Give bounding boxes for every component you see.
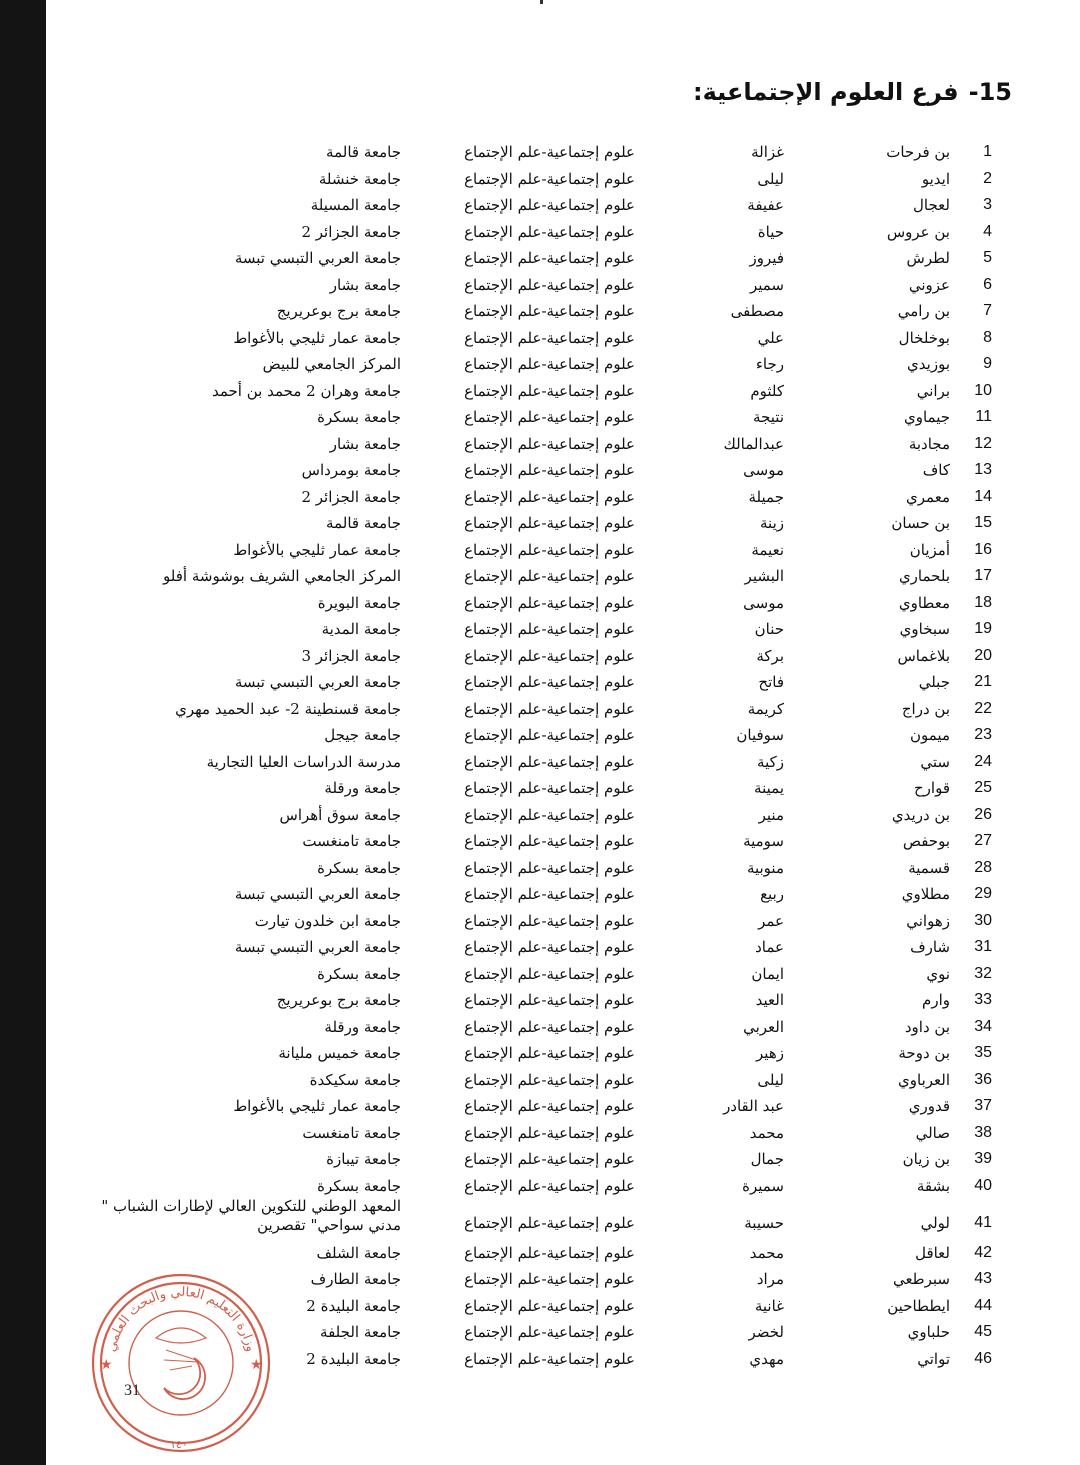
institution: جامعة تيبازة <box>326 1150 401 1168</box>
first-name: مصطفى <box>730 302 784 320</box>
first-name: العيد <box>755 991 784 1009</box>
institution: جامعة سوق أهراس <box>279 806 401 824</box>
first-name: زكية <box>757 753 784 771</box>
first-name: محمد <box>749 1244 784 1262</box>
institution: جامعة بسكرة <box>317 859 401 877</box>
first-name: غزالة <box>751 143 784 161</box>
table-row <box>0 722 1080 748</box>
institution: جامعة جيجل <box>324 726 401 744</box>
row-number: 46 <box>974 1350 992 1367</box>
table-row <box>0 404 1080 430</box>
row-number: 24 <box>974 753 992 770</box>
first-name: جمال <box>750 1150 784 1168</box>
institution: جامعة البليدة 2 <box>306 1350 401 1368</box>
table-row <box>0 298 1080 324</box>
svg-text:★: ★ <box>250 1357 263 1373</box>
table-row <box>0 457 1080 483</box>
specialty: علوم إجتماعية-علم الإجتماع <box>464 1150 635 1168</box>
table-row <box>0 934 1080 960</box>
institution: جامعة البويرة <box>317 594 401 612</box>
row-number: 7 <box>983 302 992 319</box>
row-number: 30 <box>974 912 992 929</box>
specialty: علوم إجتماعية-علم الإجتماع <box>464 1244 635 1262</box>
row-number: 42 <box>974 1244 992 1261</box>
specialty: علوم إجتماعية-علم الإجتماع <box>464 276 635 294</box>
institution: جامعة ورقلة <box>324 779 401 797</box>
specialty: علوم إجتماعية-علم الإجتماع <box>464 1124 635 1142</box>
institution: جامعة المسيلة <box>310 196 401 214</box>
first-name: نعيمة <box>751 541 784 559</box>
institution: جامعة الجزائر 3 <box>301 647 401 665</box>
last-name: مجادبة <box>908 435 950 453</box>
specialty: علوم إجتماعية-علم الإجتماع <box>464 859 635 877</box>
specialty: علوم إجتماعية-علم الإجتماع <box>464 779 635 797</box>
table-row <box>0 590 1080 616</box>
specialty: علوم إجتماعية-علم الإجتماع <box>464 832 635 850</box>
row-number: 2 <box>983 170 992 187</box>
last-name: بن عروس <box>886 223 950 241</box>
first-name: علي <box>757 329 784 347</box>
first-name: فيروز <box>749 249 784 267</box>
row-number: 5 <box>983 249 992 266</box>
last-name: كاف <box>922 461 950 479</box>
last-name: أمزيان <box>909 541 950 559</box>
first-name: ليلى <box>757 170 784 188</box>
row-number: 34 <box>974 1018 992 1035</box>
svg-text:١٤٠: ١٤٠ <box>170 1438 188 1451</box>
row-number: 6 <box>983 276 992 293</box>
first-name: عبد القادر <box>723 1097 784 1115</box>
specialty: علوم إجتماعية-علم الإجتماع <box>464 1323 635 1341</box>
institution: جامعة تامنغست <box>302 1124 401 1142</box>
first-name: ايمان <box>751 965 784 983</box>
last-name: سبخاوي <box>899 620 950 638</box>
row-number: 33 <box>974 991 992 1008</box>
institution: جامعة برج بوعريريج <box>276 991 401 1009</box>
row-number: 43 <box>974 1270 992 1287</box>
institution: جامعة خميس مليانة <box>278 1044 401 1062</box>
row-number: 9 <box>983 355 992 372</box>
specialty: علوم إجتماعية-علم الإجتماع <box>464 355 635 373</box>
last-name: حلباوي <box>907 1323 950 1341</box>
seal-text: وزارة التعليم العالي والبحث العلمي <box>103 1284 258 1354</box>
last-name: بوزيدي <box>907 355 950 373</box>
last-name: ايديو <box>921 170 950 188</box>
specialty: علوم إجتماعية-علم الإجتماع <box>464 435 635 453</box>
row-number: 1 <box>983 143 992 160</box>
institution: جامعة العربي التبسي تبسة <box>234 938 401 956</box>
last-name: بن دريدي <box>891 806 950 824</box>
specialty: علوم إجتماعية-علم الإجتماع <box>464 1097 635 1115</box>
specialty: علوم إجتماعية-علم الإجتماع <box>464 726 635 744</box>
row-number: 26 <box>974 806 992 823</box>
row-number: 8 <box>983 329 992 346</box>
specialty: علوم إجتماعية-علم الإجتماع <box>464 249 635 267</box>
row-number: 41 <box>974 1214 992 1231</box>
specialty: علوم إجتماعية-علم الإجتماع <box>464 302 635 320</box>
first-name: لخضر <box>748 1323 784 1341</box>
first-name: سومية <box>743 832 784 850</box>
institution: جامعة خنشلة <box>318 170 401 188</box>
last-name: مطلاوي <box>901 885 950 903</box>
institution: جامعة بسكرة <box>317 1177 401 1195</box>
first-name: زينة <box>760 514 784 532</box>
row-number: 3 <box>983 196 992 213</box>
row-number: 29 <box>974 885 992 902</box>
table-row <box>0 1240 1080 1266</box>
last-name: جيماوي <box>903 408 950 426</box>
table-row <box>0 828 1080 854</box>
row-number: 16 <box>974 541 992 558</box>
last-name: بشقة <box>916 1177 950 1195</box>
row-number: 25 <box>974 779 992 796</box>
table-row <box>0 192 1080 218</box>
row-number: 39 <box>974 1150 992 1167</box>
last-name: جبلي <box>918 673 950 691</box>
row-number: 45 <box>974 1323 992 1340</box>
institution: جامعة العربي التبسي تبسة <box>234 673 401 691</box>
specialty: علوم إجتماعية-علم الإجتماع <box>464 382 635 400</box>
specialty: علوم إجتماعية-علم الإجتماع <box>464 329 635 347</box>
institution: جامعة بشار <box>329 435 401 453</box>
institution: جامعة وهران 2 محمد بن أحمد <box>211 382 401 400</box>
first-name: غانية <box>754 1297 784 1315</box>
institution: جامعة عمار ثليجي بالأغواط <box>233 1097 401 1115</box>
row-number: 14 <box>974 488 992 505</box>
specialty: علوم إجتماعية-علم الإجتماع <box>464 938 635 956</box>
institution: المركز الجامعي للبيض <box>262 355 401 373</box>
row-number: 10 <box>974 382 992 399</box>
last-name: براني <box>916 382 950 400</box>
first-name: عبدالمالك <box>723 435 784 453</box>
first-name: زهير <box>756 1044 784 1062</box>
last-name: عزوني <box>908 276 950 294</box>
first-name: ليلى <box>757 1071 784 1089</box>
last-name: نوي <box>926 965 950 983</box>
specialty: علوم إجتماعية-علم الإجتماع <box>464 461 635 479</box>
table-row <box>0 272 1080 298</box>
last-name: بن دوحة <box>898 1044 950 1062</box>
institution: جامعة قسنطينة 2- عبد الحميد مهري <box>175 700 401 718</box>
institution: جامعة ابن خلدون تيارت <box>254 912 401 930</box>
row-number: 18 <box>974 594 992 611</box>
ministry-seal-stamp <box>86 1268 276 1458</box>
table-row <box>0 616 1080 642</box>
institution: جامعة الشلف <box>316 1244 401 1262</box>
last-name: لعجال <box>913 196 950 214</box>
last-name: ايططاحين <box>887 1297 950 1315</box>
table-row <box>0 1067 1080 1093</box>
first-name: سميرة <box>742 1177 784 1195</box>
last-name: بوخلخال <box>898 329 950 347</box>
row-number: 20 <box>974 647 992 664</box>
institution: جامعة الجلفة <box>320 1323 401 1341</box>
institution: جامعة بشار <box>329 276 401 294</box>
page-number: 31 <box>124 1382 140 1399</box>
first-name: عفيفة <box>747 196 784 214</box>
last-name: ستي <box>920 753 950 771</box>
table-row <box>0 961 1080 987</box>
first-name: منير <box>758 806 784 824</box>
row-number: 28 <box>974 859 992 876</box>
last-name: بلحماري <box>898 567 950 585</box>
row-number: 38 <box>974 1124 992 1141</box>
first-name: موسى <box>743 461 784 479</box>
first-name: حنان <box>754 620 784 638</box>
first-name: مهدي <box>749 1350 784 1368</box>
first-name: فاتح <box>758 673 784 691</box>
institution: جامعة بسكرة <box>317 408 401 426</box>
institution: جامعة تامنغست <box>302 832 401 850</box>
table-row <box>0 1093 1080 1119</box>
institution: جامعة عمار ثليجي بالأغواط <box>233 541 401 559</box>
first-name: محمد <box>749 1124 784 1142</box>
first-name: عمر <box>758 912 784 930</box>
table-row <box>0 484 1080 510</box>
first-name: منوبية <box>746 859 784 877</box>
specialty: علوم إجتماعية-علم الإجتماع <box>464 620 635 638</box>
table-row <box>0 881 1080 907</box>
last-name: قدوري <box>908 1097 950 1115</box>
last-name: بن فرحات <box>886 143 950 161</box>
first-name: موسى <box>743 594 784 612</box>
last-name: بن رامي <box>897 302 950 320</box>
first-name: سوفيان <box>736 726 784 744</box>
institution: جامعة البليدة 2 <box>306 1297 401 1315</box>
specialty: علوم إجتماعية-علم الإجتماع <box>464 408 635 426</box>
table-row <box>0 749 1080 775</box>
table-row <box>0 802 1080 828</box>
specialty: علوم إجتماعية-علم الإجتماع <box>464 223 635 241</box>
first-name: يمينة <box>754 779 784 797</box>
last-name: معطاوي <box>898 594 950 612</box>
specialty: علوم إجتماعية-علم الإجتماع <box>464 1350 635 1368</box>
table-row <box>0 775 1080 801</box>
last-name: قوارح <box>913 779 950 797</box>
svg-text:★: ★ <box>100 1357 113 1373</box>
first-name: مراد <box>756 1270 784 1288</box>
institution: جامعة بسكرة <box>317 965 401 983</box>
table-row <box>0 669 1080 695</box>
table-row <box>0 510 1080 536</box>
specialty: علوم إجتماعية-علم الإجتماع <box>464 143 635 161</box>
specialty: علوم إجتماعية-علم الإجتماع <box>464 1297 635 1315</box>
institution: جامعة برج بوعريريج <box>276 302 401 320</box>
specialty: علوم إجتماعية-علم الإجتماع <box>464 991 635 1009</box>
last-name: بن داود <box>904 1018 950 1036</box>
row-number: 4 <box>983 223 992 240</box>
last-name: العرباوي <box>898 1071 950 1089</box>
specialty: علوم إجتماعية-علم الإجتماع <box>464 1044 635 1062</box>
table-row <box>0 1146 1080 1172</box>
last-name: بلاغماس <box>897 647 950 665</box>
institution: جامعة الطارف <box>310 1270 401 1288</box>
last-name: شارف <box>910 938 950 956</box>
last-name: بوحفص <box>902 832 950 850</box>
table-row <box>0 219 1080 245</box>
institution: المعهد الوطني للتكوين العالي لإطارات الشباب " مدني سواحي" تقصرين <box>101 1197 401 1234</box>
table-row <box>0 1014 1080 1040</box>
row-number: 27 <box>974 832 992 849</box>
last-name: ميمون <box>910 726 950 744</box>
row-number: 23 <box>974 726 992 743</box>
last-name: قسمية <box>908 859 950 877</box>
table-row <box>0 325 1080 351</box>
specialty: علوم إجتماعية-علم الإجتماع <box>464 673 635 691</box>
section-title: فرع العلوم الإجتماعية: <box>693 78 959 106</box>
specialty: علوم إجتماعية-علم الإجتماع <box>464 753 635 771</box>
first-name: نتيجة <box>753 408 784 426</box>
specialty: علوم إجتماعية-علم الإجتماع <box>464 170 635 188</box>
first-name: حياة <box>757 223 784 241</box>
table-row <box>0 139 1080 165</box>
institution: جامعة قالمة <box>326 514 401 532</box>
first-name: عماد <box>755 938 784 956</box>
row-number: 21 <box>974 673 992 690</box>
specialty: علوم إجتماعية-علم الإجتماع <box>464 806 635 824</box>
specialty: علوم إجتماعية-علم الإجتماع <box>464 965 635 983</box>
last-name: لعاقل <box>915 1244 950 1262</box>
specialty: علوم إجتماعية-علم الإجتماع <box>464 1214 635 1232</box>
specialty: علوم إجتماعية-علم الإجتماع <box>464 488 635 506</box>
institution: جامعة بومرداس <box>301 461 401 479</box>
institution: المركز الجامعي الشريف بوشوشة أفلو <box>163 567 401 585</box>
last-name: لولي <box>920 1214 950 1232</box>
first-name: بركة <box>756 647 784 665</box>
last-name: تواتي <box>917 1350 950 1368</box>
institution: جامعة الجزائر 2 <box>301 488 401 506</box>
first-name: كريمة <box>747 700 784 718</box>
specialty: علوم إجتماعية-علم الإجتماع <box>464 647 635 665</box>
specialty: علوم إجتماعية-علم الإجتماع <box>464 196 635 214</box>
specialty: علوم إجتماعية-علم الإجتماع <box>464 1071 635 1089</box>
last-name: بن دراج <box>901 700 950 718</box>
table-row <box>0 987 1080 1013</box>
specialty: علوم إجتماعية-علم الإجتماع <box>464 514 635 532</box>
row-number: 13 <box>974 461 992 478</box>
specialty: علوم إجتماعية-علم الإجتماع <box>464 885 635 903</box>
institution: جامعة العربي التبسي تبسة <box>234 885 401 903</box>
row-number: 11 <box>975 408 992 425</box>
first-name: العربي <box>743 1018 784 1036</box>
institution: جامعة عمار ثليجي بالأغواط <box>233 329 401 347</box>
specialty: علوم إجتماعية-علم الإجتماع <box>464 700 635 718</box>
table-row <box>0 855 1080 881</box>
row-number: 17 <box>974 567 992 584</box>
last-name: وارم <box>922 991 950 1009</box>
first-name: البشير <box>744 567 784 585</box>
last-name: سبرطعي <box>892 1270 950 1288</box>
specialty: علوم إجتماعية-علم الإجتماع <box>464 594 635 612</box>
institution: جامعة العربي التبسي تبسة <box>234 249 401 267</box>
first-name: سمير <box>749 276 784 294</box>
row-number: 35 <box>974 1044 992 1061</box>
first-name: جميلة <box>748 488 784 506</box>
institution: جامعة المدية <box>321 620 401 638</box>
row-number: 19 <box>974 620 992 637</box>
specialty: علوم إجتماعية-علم الإجتماع <box>464 1018 635 1036</box>
table-row <box>0 431 1080 457</box>
row-number: 36 <box>974 1071 992 1088</box>
table-row <box>0 537 1080 563</box>
row-number: 44 <box>974 1297 992 1314</box>
institution: جامعة سكيكدة <box>309 1071 401 1089</box>
table-row <box>0 166 1080 192</box>
specialty: علوم إجتماعية-علم الإجتماع <box>464 1177 635 1195</box>
specialty: علوم إجتماعية-علم الإجتماع <box>464 567 635 585</box>
table-row <box>0 563 1080 589</box>
last-name: لطرش <box>906 249 950 267</box>
last-name: بن حسان <box>891 514 950 532</box>
row-number: 32 <box>974 965 992 982</box>
row-number: 40 <box>974 1177 992 1194</box>
institution: مدرسة الدراسات العليا التجارية <box>206 753 401 771</box>
row-number: 37 <box>974 1097 992 1114</box>
row-number: 12 <box>974 435 992 452</box>
last-name: زهواني <box>906 912 950 930</box>
row-number: 31 <box>974 938 992 955</box>
table-row <box>0 378 1080 404</box>
row-number: 22 <box>974 700 992 717</box>
last-name: بن زيان <box>902 1150 950 1168</box>
specialty: علوم إجتماعية-علم الإجتماع <box>464 912 635 930</box>
section-number: 15- <box>968 78 1012 106</box>
institution: جامعة الجزائر 2 <box>301 223 401 241</box>
first-name: ربيع <box>760 885 784 903</box>
institution: جامعة ورقلة <box>324 1018 401 1036</box>
last-name: معمري <box>906 488 950 506</box>
table-row <box>0 908 1080 934</box>
specialty: علوم إجتماعية-علم الإجتماع <box>464 541 635 559</box>
table-row <box>0 1040 1080 1066</box>
specialty: علوم إجتماعية-علم الإجتماع <box>464 1270 635 1288</box>
table-row <box>0 1120 1080 1146</box>
first-name: حسيبة <box>744 1214 784 1232</box>
first-name: كلثوم <box>750 382 784 400</box>
table-row <box>0 643 1080 669</box>
table-row <box>0 351 1080 377</box>
row-number: 15 <box>974 514 992 531</box>
last-name: صالي <box>915 1124 950 1142</box>
institution: جامعة قالمة <box>326 143 401 161</box>
table-row <box>0 245 1080 271</box>
table-row <box>0 696 1080 722</box>
first-name: رجاء <box>755 355 784 373</box>
